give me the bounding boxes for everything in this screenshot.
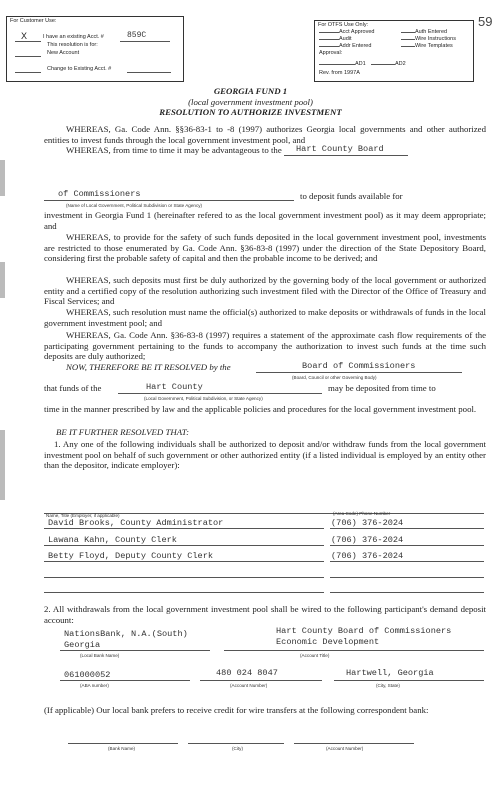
paragraph-5: WHEREAS, such resolution must name the official(s) authorized to make deposits or withdrawals of funds in the local government investment pool; and — [44, 307, 486, 328]
paragraph-6: WHEREAS, Ga. Code Ann. §36-83-8 (1997) requires a statement of the approximate cash flow requirements of the participating government pertaining to the funds to accompany the authorization to invest such funds at the time such deposits are duly authorized; — [44, 330, 486, 362]
check-line — [15, 41, 41, 42]
account-title-line — [224, 650, 484, 651]
otfs-ad2: AD2 — [371, 61, 406, 68]
account-number-line — [120, 41, 170, 42]
individuals-name-header: Name, Title (Employer, if applicable) — [46, 513, 120, 518]
entity-name-line-1 — [284, 155, 408, 156]
customer-use-box — [6, 16, 184, 82]
bank-name-caption: (Local Bank Name) — [80, 653, 120, 658]
aba-number-line — [60, 680, 190, 681]
governing-body-line — [256, 372, 462, 373]
paragraph-7-funds-of: that funds of the — [44, 383, 102, 393]
change-account-line — [15, 72, 41, 73]
scan-margin-mark — [0, 160, 5, 196]
otfs-approval-label: Approval: — [319, 50, 343, 56]
account-title-fill-1: Hart County Board of Commissioners — [276, 626, 452, 636]
page-number: 59 — [478, 14, 493, 29]
individual-row-3-line — [44, 561, 324, 562]
correspondent-account-line — [294, 743, 414, 744]
otfs-item-acct-approved: Acct Approved — [319, 29, 374, 36]
city-state-caption: (City, State) — [376, 683, 400, 688]
individual-row-1-phone-line — [330, 528, 484, 529]
bank-name-fill-2: Georgia — [64, 640, 101, 650]
account-title-caption: (Account Title) — [300, 653, 330, 658]
paragraph-7-start: NOW, THEREFORE BE IT RESOLVED by the — [66, 362, 231, 372]
title-line-1: GEORGIA FUND 1 — [213, 86, 288, 96]
entity-name-caption: (Name of Local Government, Political Subdivision or State Agency) — [66, 203, 203, 208]
individual-row-3-phone-line — [330, 561, 484, 562]
otfs-use-box — [314, 20, 474, 82]
further-resolved-heading: BE IT FURTHER RESOLVED THAT: — [56, 427, 190, 437]
individual-row-3-name: Betty Floyd, Deputy County Clerk — [48, 551, 214, 561]
otfs-item-addr-entered: Addr Entered — [319, 43, 371, 50]
change-account-number-line — [127, 72, 171, 73]
new-account-line — [15, 56, 41, 57]
paragraph-4: WHEREAS, such deposits must first be duly authorized by the governing body of the local government or authorized entity and a certified copy of the resolution authorizing such investment filed with the Director of the Office of Treasury and Fiscal Services; and — [44, 275, 486, 307]
entity-name-line-2 — [44, 200, 294, 201]
document-title — [0, 86, 501, 118]
governing-body-fill: Board of Commissioners — [302, 361, 416, 371]
correspondent-account-caption: (Account Number) — [326, 746, 364, 751]
paragraph-2-start: WHEREAS, from time to time it may be advantageous to the — [66, 145, 282, 155]
individuals-phone-header: (Area Code) Phone Number — [333, 511, 391, 516]
item-3-text: (If applicable) Our local bank prefers to receive credit for wire transfers at the following correspondent bank: — [44, 705, 429, 715]
otfs-item-auth-entered: Auth Entered — [401, 29, 447, 36]
aba-number-fill: 061000052 — [64, 670, 111, 680]
customer-use-title: For Customer Use: — [10, 18, 57, 24]
bank-name-line — [60, 650, 210, 651]
funds-entity-line — [118, 393, 322, 394]
otfs-title: For OTFS Use Only: — [318, 22, 369, 28]
funds-entity-caption: (Local Government, Political Subdivision, or State Agency) — [144, 396, 263, 401]
account-number-caption: (Account Number) — [230, 683, 268, 688]
individual-row-1-name: David Brooks, County Administrator — [48, 518, 224, 528]
otfs-ad1: AD1 — [319, 61, 366, 68]
funds-entity-fill: Hart County — [146, 382, 203, 392]
paragraph-3: WHEREAS, to provide for the safety of such funds deposited in the local government investment pool, investments are restricted to those enumerated by Ga. Code Ann. §36-83-8 (1997) under the direction of the State Depository Board, considering first the probable safety of capital and then the probable income to be derived; and — [44, 232, 486, 264]
paragraph-2-continue: to deposit funds available for — [300, 191, 403, 201]
correspondent-bank-line — [68, 743, 178, 744]
otfs-item-wire-templates: Wire Templates — [401, 43, 453, 50]
entity-name-fill-1: Hart County Board — [296, 144, 384, 154]
account-number-fill: 480 024 8047 — [216, 668, 278, 678]
item-1-text: 1. Any one of the following individuals shall be authorized to deposit and/or withdraw funds from the local government investment pool on behalf of such government or other authorized entity (if a listed individual is employed by an entity other than the depositor, indicate employer): — [44, 439, 486, 471]
individual-row-4-line — [44, 577, 324, 578]
paragraph-2-end: investment in Georgia Fund 1 (hereinafter refered to as the local government investment pool) as it may deem appropriate; and — [44, 210, 486, 231]
correspondent-city-line — [188, 743, 284, 744]
title-line-2: (local government investment pool) — [188, 97, 313, 107]
individual-row-4-phone-line — [330, 577, 484, 578]
individual-row-2-name: Lawana Kahn, County Clerk — [48, 535, 177, 545]
individual-row-1-phone: (706) 376-2024 — [331, 518, 404, 528]
individual-row-2-line — [44, 545, 324, 546]
individual-row-5-phone-line — [330, 592, 484, 593]
new-account-label: New Account — [47, 50, 80, 56]
aba-number-caption: (ABA number) — [80, 683, 109, 688]
individual-row-5-line — [44, 592, 324, 593]
correspondent-bank-caption: (Bank Name) — [108, 746, 136, 751]
entity-name-fill-2: of Commissioners — [58, 189, 141, 199]
bank-name-fill-1: NationsBank, N.A.(South) — [64, 629, 188, 639]
city-state-fill: Hartwell, Georgia — [346, 668, 434, 678]
correspondent-city-caption: (City) — [232, 746, 243, 751]
governing-body-caption: (Board, Council or other Governing Body) — [292, 375, 377, 380]
city-state-line — [334, 680, 484, 681]
otfs-item-audit: Audit — [319, 36, 352, 43]
otfs-item-wire-instructions: Wire Instructions — [401, 36, 456, 43]
resolution-for-label: This resolution is for: — [47, 42, 98, 48]
individual-row-3-phone: (706) 376-2024 — [331, 551, 404, 561]
paragraph-1: WHEREAS, Ga. Code Ann. §§36-83-1 to -8 (1997) authorizes Georgia local governments and other authorized entities to invest funds through the local government investment pool, and — [44, 124, 486, 145]
scan-margin-mark — [0, 430, 5, 500]
item-2-text: 2. All withdrawals from the local government investment pool shall be wired to the following participant's demand deposit account: — [44, 604, 486, 625]
account-number-line-field — [200, 680, 322, 681]
account-title-fill-2: Economic Development — [276, 637, 380, 647]
existing-account-check: X — [21, 31, 28, 41]
existing-account-label: I have an existing Acct. # — [43, 34, 104, 40]
title-line-3: RESOLUTION TO AUTHORIZE INVESTMENT — [159, 107, 342, 117]
change-account-label: Change to Existing Acct. # — [47, 66, 112, 72]
individual-row-2-phone-line — [330, 545, 484, 546]
individual-row-2-phone: (706) 376-2024 — [331, 535, 404, 545]
scan-margin-mark — [0, 262, 5, 298]
paragraph-7-end: time in the manner prescribed by law and the applicable policies and procedures for the local government investment pool. — [44, 404, 477, 414]
otfs-revision: Rev. from 1997A — [319, 70, 360, 76]
individual-row-1-line — [44, 528, 324, 529]
existing-account-number: 859C — [127, 31, 147, 40]
paragraph-7-deposited: may be deposited from time to — [328, 383, 436, 393]
